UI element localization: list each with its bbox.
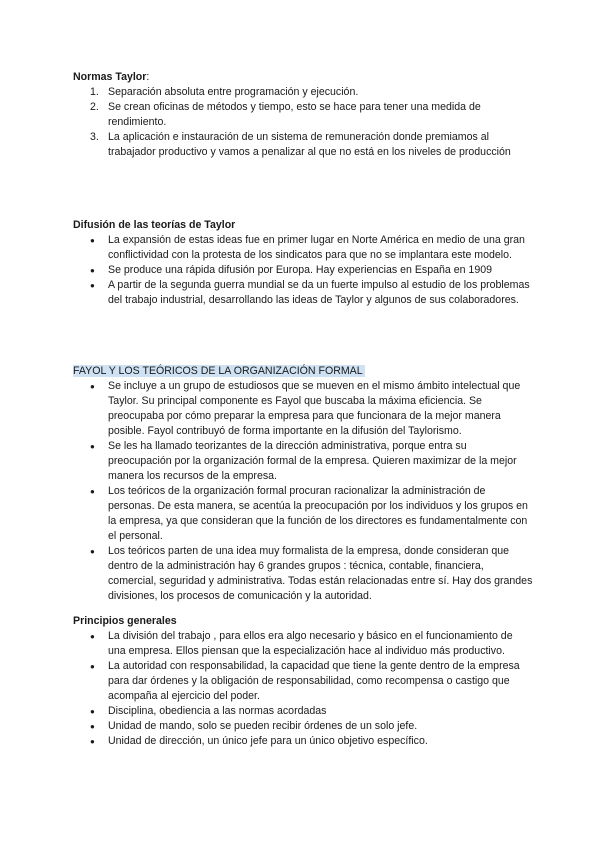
list-item: ● A partir de la segunda guerra mundial se da un fuerte impulso al estudio de los problemas del trabajo industrial, desarrollando las ideas de Taylor y algunos de sus colaboradores. <box>73 278 533 308</box>
numbered-list <box>73 85 533 160</box>
list-item: ● Unidad de mando, solo se pueden recibir órdenes de un solo jefe. <box>73 719 533 734</box>
list-item <box>73 85 533 100</box>
bullet-list <box>73 233 533 308</box>
section-heading: Difusión de las teorías de Taylor <box>73 219 236 231</box>
item-number: 2. <box>90 101 99 113</box>
section-heading <box>73 364 533 379</box>
list-item: ● La autoridad con responsabilidad, la capacidad que tiene la gente dentro de la empresa para dar órdenes y la obligación de responsabilidad, como recompensa o castigo que acompaña al ejercicio del poder. <box>73 659 533 704</box>
list-item <box>73 100 533 130</box>
section-difusion <box>73 218 533 308</box>
item-number: 1. <box>90 86 99 98</box>
item-text: Se crean oficinas de métodos y tiempo, esto se hace para tener una medida de rendimiento. <box>108 101 481 128</box>
item-text: La aplicación e instauración de un sistema de remuneración donde premiamos al trabajador productivo y vamos a penalizar al que no está en los niveles de producción <box>108 131 511 158</box>
item-text: Separación absoluta entre programación y ejecución. <box>108 86 359 98</box>
highlighted-heading-text: FAYOL Y LOS TEÓRICOS DE LA ORGANIZACIÓN FORMAL <box>73 365 363 377</box>
section-principios <box>73 614 533 749</box>
section-heading: Principios generales <box>73 615 177 627</box>
list-item: ● Se produce una rápida difusión por Europa. Hay experiencias en España en 1909 <box>73 263 533 278</box>
bullet-list <box>73 629 533 749</box>
list-item: ● Disciplina, obediencia a las normas acordadas <box>73 704 533 719</box>
bullet-list <box>73 379 533 604</box>
heading-colon: : <box>146 71 150 83</box>
list-item: ● Unidad de dirección, un único jefe para un único objetivo específico. <box>73 734 533 749</box>
list-item: ● Los teóricos de la organización formal procuran racionalizar la administración de personas. De esta manera, se acentúa la preocupación por los individuos y los grupos en la empresa, ya que consideran que la función de los directores es fundamentalmente con el personal. <box>73 484 533 544</box>
list-item <box>73 130 533 160</box>
section-heading <box>73 70 533 85</box>
item-number: 3. <box>90 131 99 143</box>
list-item: ● Se les ha llamado teorizantes de la dirección administrativa, porque entra su preocupación por la organización formal de la empresa. Quieren maximizar de la mejor manera los recursos de la empresa. <box>73 439 533 484</box>
section-normas-taylor <box>73 70 533 160</box>
section-fayol <box>73 364 533 604</box>
list-item: ● Se incluye a un grupo de estudiosos que se mueven en el mismo ámbito intelectual que Taylor. Su principal componente es Fayol que buscaba la máxima eficiencia. Se preocupaba por cómo preparar la empresa para que funcionara de la mejor manera posible. Fayol contribuyó de forma importante en la difusión del Taylorismo. <box>73 379 533 439</box>
list-item: ● La división del trabajo , para ellos era algo necesario y básico en el funcionamiento de una empresa. Ellos piensan que la especialización hace al individuo más productivo. <box>73 629 533 659</box>
list-item: ● Los teóricos parten de una idea muy formalista de la empresa, donde consideran que dentro de la administración hay 6 grandes grupos : técnica, contable, financiera, comercial, seguridad y administrativa. Todas están relacionadas entre sí. Hay dos grandes divisiones, los procesos de comunicación y la autoridad. <box>73 544 533 604</box>
list-item: ● La expansión de estas ideas fue en primer lugar en Norte América en medio de una gran conflictividad con la protesta de los sindicatos para que no se implantara este modelo. <box>73 233 533 263</box>
heading-text: Normas Taylor <box>73 71 147 83</box>
